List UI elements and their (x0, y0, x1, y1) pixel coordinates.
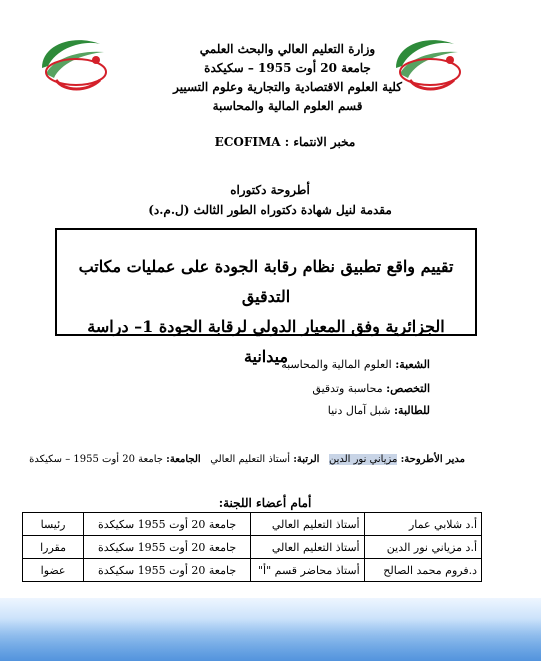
specialty-line (100, 382, 430, 395)
thesis-title-line-2: الجزائرية وفق المعيار الدولي لرقابة الجودة 1– دراسة ميدانية (87, 317, 445, 366)
member-name: أ.د شلابي عمار (364, 513, 481, 536)
branch-value: العلوم المالية والمحاسبة (281, 358, 396, 371)
university-value: جامعة 20 أوت 1955 – سكيكدة (29, 454, 167, 465)
table-row (23, 559, 482, 582)
member-rank: أستاذ التعليم العالي (250, 513, 364, 536)
committee-table (22, 512, 482, 582)
institution-header (155, 40, 420, 116)
specialty-value: محاسبة وتدقيق (312, 382, 387, 395)
rank-label: الرتبة: (293, 454, 320, 465)
member-role: مقررا (23, 536, 84, 559)
member-name: د.فروم محمد الصالح (364, 559, 481, 582)
supervisor-line (20, 454, 465, 465)
thesis-type-block (120, 180, 420, 220)
university-label: الجامعة: (166, 454, 201, 465)
university-name: جامعة 20 أوت 1955 – سكيكدة (204, 61, 371, 75)
student-label: للطالبة: (394, 404, 430, 417)
rank-value: أستاذ التعليم العالي (210, 454, 294, 465)
member-rank: أستاذ التعليم العالي (250, 536, 364, 559)
faculty-name: كلية العلوم الاقتصادية والتجارية وعلوم التسيير (173, 80, 402, 94)
member-name: أ.د مزياني نور الدين (364, 536, 481, 559)
member-role: رئيسا (23, 513, 84, 536)
taskbar[interactable] (0, 598, 541, 661)
supervisor-name[interactable]: مزياني نور الدين (328, 454, 398, 465)
thesis-degree: مقدمة لنيل شهادة دكتوراه الطور الثالث (ل.م.د) (148, 203, 392, 217)
table-row (23, 513, 482, 536)
specialty-label: التخصص: (386, 382, 430, 395)
student-value: شبل آمال دنيا (327, 404, 394, 417)
thesis-type: أطروحة دكتوراه (230, 183, 310, 197)
member-university: جامعة 20 أوت 1955 سكيكدة (84, 559, 251, 582)
committee-title: أمام أعضاء اللجنة: (218, 496, 312, 510)
table-row (23, 536, 482, 559)
branch-line (100, 358, 430, 371)
ministry-name: وزارة التعليم العالي والبحث العلمي (199, 42, 376, 56)
member-role: عضوا (23, 559, 84, 582)
member-university: جامعة 20 أوت 1955 سكيكدة (84, 513, 251, 536)
member-university: جامعة 20 أوت 1955 سكيكدة (84, 536, 251, 559)
member-rank: أستاذ محاضر قسم "أ" (250, 559, 364, 582)
student-line (100, 404, 430, 417)
lab-affiliation: مخبر الانتماء : ECOFIMA (214, 135, 356, 149)
taskbar-sheen (0, 620, 541, 661)
department-name: قسم العلوم المالية والمحاسبة (212, 99, 363, 113)
branch-label: الشعبة: (395, 358, 430, 371)
thesis-title-line-1: تقييم واقع تطبيق نظام رقابة الجودة على عمليات مكاتب التدقيق (78, 257, 454, 306)
supervisor-label: مدير الأطروحة: (400, 454, 465, 465)
university-logo-icon (34, 30, 114, 100)
